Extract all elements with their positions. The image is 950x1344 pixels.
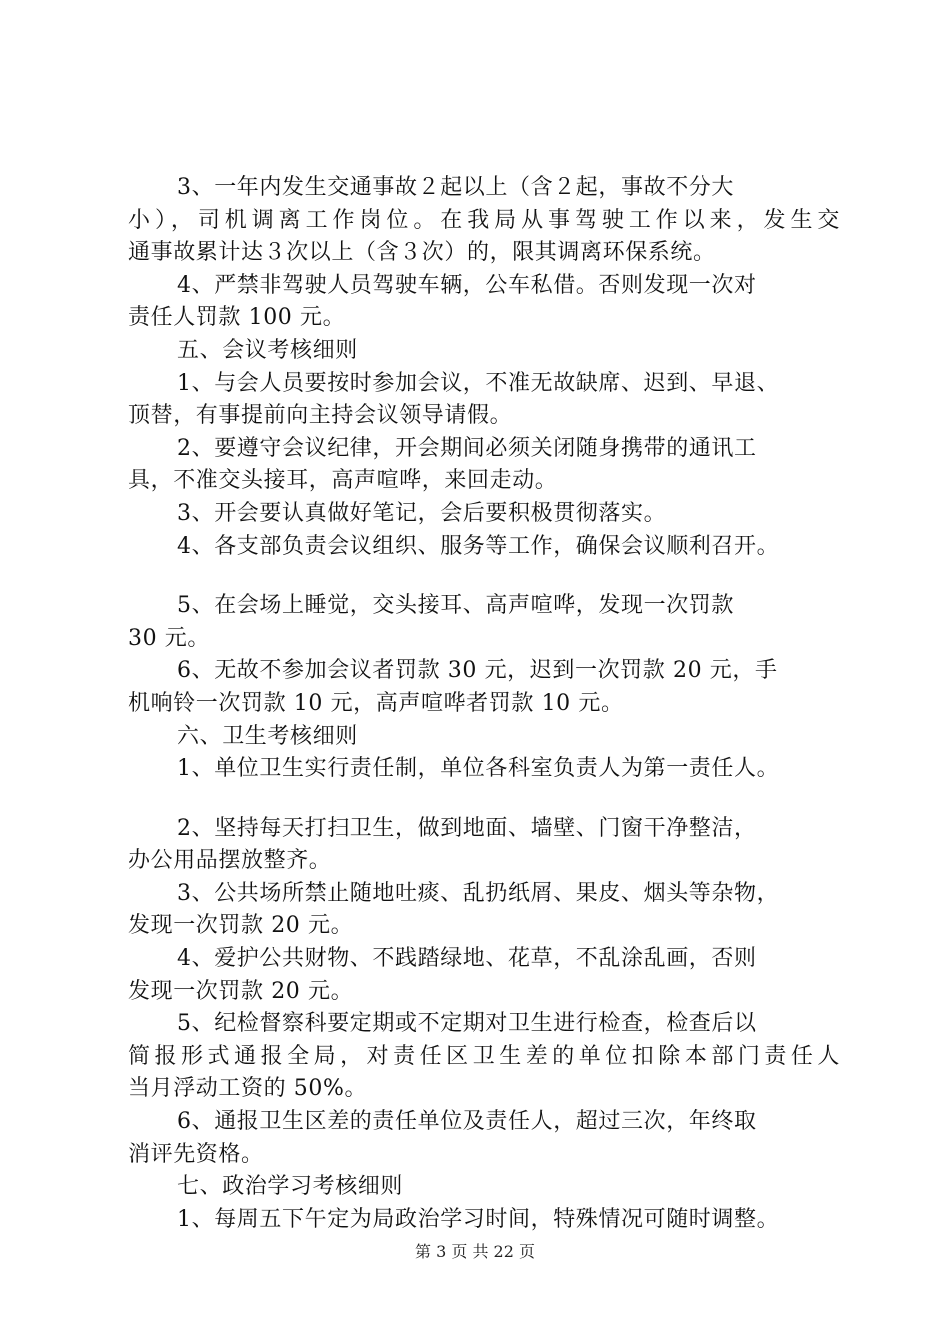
paragraph-line: 6、无故不参加会议者罚款 30 元，迟到一次罚款 20 元，手 (177, 658, 778, 684)
paragraph-line: 1、每周五下午定为局政治学习时间，特殊情况可随时调整。 (177, 1206, 780, 1232)
paragraph-line: 消评先资格。 (128, 1141, 264, 1167)
paragraph-line: 4、各支部负责会议组织、服务等工作，确保会议顺利召开。 (177, 533, 780, 559)
paragraph-line: 责任人罚款 100 元。 (128, 305, 346, 331)
paragraph-line: 办公用品摆放整齐。 (128, 848, 332, 874)
paragraph-line: 30 元。 (128, 625, 210, 651)
page-number-footer: 第 3 页 共 22 页 (415, 1242, 535, 1261)
paragraph-line: 1、单位卫生实行责任制，单位各科室负责人为第一责任人。 (177, 756, 780, 782)
document-body (128, 172, 840, 1236)
paragraph-line: 4、严禁非驾驶人员驾驶车辆，公车私借。否则发现一次对 (177, 272, 757, 298)
paragraph-line: 发现一次罚款 20 元。 (128, 913, 354, 939)
section-heading: 六、卫生考核细则 (177, 723, 358, 749)
paragraph-line: 具，不准交头接耳，高声喧哗，来回走动。 (128, 468, 558, 494)
paragraph-line: 1、与会人员要按时参加会议，不准无故缺席、迟到、早退、 (177, 370, 780, 396)
paragraph-gap (128, 786, 840, 813)
paragraph-line: 通事故累计达３次以上（含３次）的，限其调离环保系统。 (128, 240, 716, 266)
paragraph-line: 5、纪检督察科要定期或不定期对卫生进行检查，检查后以 (177, 1011, 757, 1037)
paragraph-line: 3、开会要认真做好笔记，会后要积极贯彻落实。 (177, 500, 667, 526)
paragraph-line: 5、在会场上睡觉，交头接耳、高声喧哗，发现一次罚款 (177, 593, 734, 619)
paragraph-line: 4、爱护公共财物、不践踏绿地、花草，不乱涂乱画，否则 (177, 946, 757, 972)
paragraph-line: 3、一年内发生交通事故２起以上（含２起，事故不分大 (177, 175, 734, 200)
paragraph-gap (128, 563, 840, 590)
paragraph-line: 小），司机调离工作岗位。在我局从事驾驶工作以来，发生交 (128, 207, 840, 233)
paragraph-line: 2、要遵守会议纪律，开会期间必须关闭随身携带的通讯工 (177, 435, 757, 461)
paragraph-line: 机响铃一次罚款 10 元，高声喧哗者罚款 10 元。 (128, 690, 624, 716)
section-heading: 七、政治学习考核细则 (177, 1174, 404, 1200)
paragraph-line: 发现一次罚款 20 元。 (128, 978, 354, 1004)
paragraph-line: 6、通报卫生区差的责任单位及责任人，超过三次，年终取 (177, 1109, 757, 1135)
paragraph-line: 顶替，有事提前向主持会议领导请假。 (128, 403, 513, 429)
paragraph-line: 当月浮动工资的 50%。 (128, 1076, 368, 1102)
paragraph-line: 3、公共场所禁止随地吐痰、乱扔纸屑、果皮、烟头等杂物， (177, 880, 780, 906)
paragraph-line: 简报形式通报全局，对责任区卫生差的单位扣除本部门责任人 (128, 1043, 840, 1069)
section-heading: 五、会议考核细则 (177, 337, 358, 363)
paragraph-line: 2、坚持每天打扫卫生，做到地面、墙壁、门窗干净整洁， (177, 815, 757, 841)
